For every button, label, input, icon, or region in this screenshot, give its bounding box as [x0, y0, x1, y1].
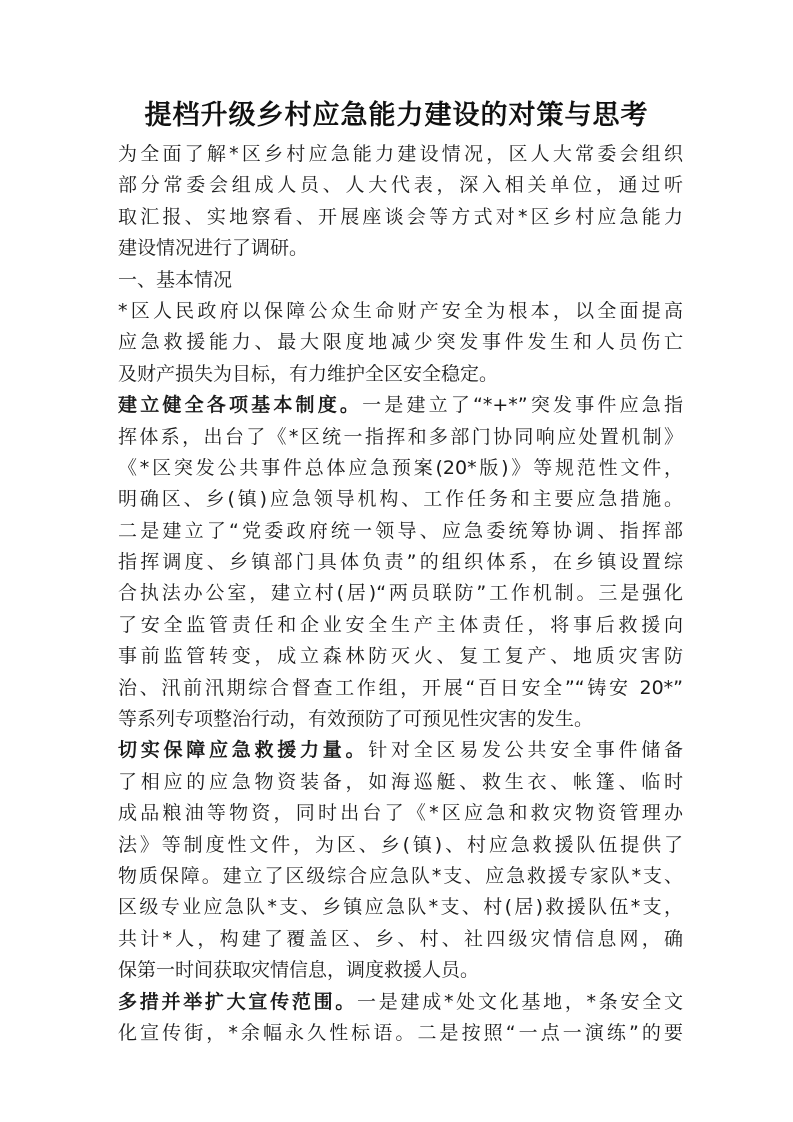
text-line: 法》等制度性文件，为区、乡(镇)、村应急救援队伍提供了: [118, 833, 683, 856]
text-line: 成品粮油等物资，同时出台了《*区应急和救灾物资管理办: [118, 802, 683, 825]
paragraph-basic: [118, 296, 683, 390]
text-line: [118, 390, 683, 421]
text-line: 了相应的应急物资装备，如海巡艇、救生衣、帐篷、临时: [118, 770, 683, 793]
text-line: 取汇报、实地察看、开展座谈会等方式对*区乡村应急能力: [118, 205, 683, 228]
text-line: 建设情况进行了调研。: [118, 237, 309, 260]
section-heading: 一、基本情况: [118, 268, 233, 291]
text-line: 《*区突发公共事件总体应急预案(20*版)》等规范性文件，: [118, 456, 683, 479]
text-line: [118, 735, 683, 766]
text-line: 明确区、乡(镇)应急领导机构、工作任务和主要应急措施。: [118, 488, 683, 511]
paragraph-publicity: [118, 987, 683, 1050]
text-line: 共计*人，构建了覆盖区、乡、村、社四级灾情信息网，确: [118, 927, 683, 950]
text-line: 二是建立了“党委政府统一领导、应急委统筹协调、指挥部: [118, 519, 683, 542]
text-line: [118, 987, 683, 1018]
text-line: *区人民政府以保障公众生命财产安全为根本，以全面提高: [118, 299, 683, 322]
text-line: 物质保障。建立了区级综合应急队*支、应急救援专家队*支、: [118, 864, 683, 887]
text-run: 一是建立了“*+*”突发事件应急指: [362, 394, 683, 417]
text-line: 指挥调度、乡镇部门具体负责”的组织体系，在乡镇设置综: [118, 551, 683, 574]
text-line: 化宣传街，*余幅永久性标语。二是按照“一点一演练”的要: [118, 1021, 683, 1044]
document-title: 提档升级乡村应急能力建设的对策与思考: [144, 100, 649, 131]
text-line: 保第一时间获取灾情信息，调度救援人员。: [118, 959, 480, 982]
paragraph-lead-bold: 建立健全各项基本制度。: [118, 394, 363, 417]
text-line: 部分常委会组成人员、人大代表，深入相关单位，通过听: [118, 174, 683, 197]
paragraph-intro: [118, 139, 683, 265]
text-line: 为全面了解*区乡村应急能力建设情况，区人大常委会组织: [118, 143, 683, 165]
text-run: 一是建成*处文化基地，*条安全文: [357, 990, 683, 1013]
text-line: 事前监管转变，成立森林防灭火、复工复产、地质灾害防: [118, 645, 683, 668]
text-line: 挥体系，出台了《*区统一指挥和多部门协同响应处置机制》: [118, 425, 683, 448]
text-line: 治、汛前汛期综合督查工作组，开展“百日安全”“铸安 20*”: [118, 676, 683, 699]
document-body: [118, 139, 683, 1049]
paragraph-system: [118, 390, 683, 735]
paragraph-lead-bold: 多措并举扩大宣传范围。: [118, 990, 358, 1013]
text-line: 等系列专项整治行动，有效预防了可预见性灾害的发生。: [118, 708, 594, 731]
paragraph-rescue: [118, 735, 683, 986]
text-line: 合执法办公室，建立村(居)“两员联防”工作机制。三是强化: [118, 582, 683, 605]
text-line: 了安全监管责任和企业安全生产主体责任，将事后救援向: [118, 613, 683, 636]
paragraph-lead-bold: 切实保障应急救援力量。: [118, 739, 369, 762]
text-run: 针对全区易发公共安全事件储备: [368, 739, 683, 762]
text-line: 区级专业应急队*支、乡镇应急队*支、村(居)救援队伍*支，: [118, 896, 683, 919]
text-line: 及财产损失为目标，有力维护全区安全稳定。: [118, 362, 499, 385]
text-line: 应急救援能力、最大限度地减少突发事件发生和人员伤亡: [118, 331, 683, 354]
